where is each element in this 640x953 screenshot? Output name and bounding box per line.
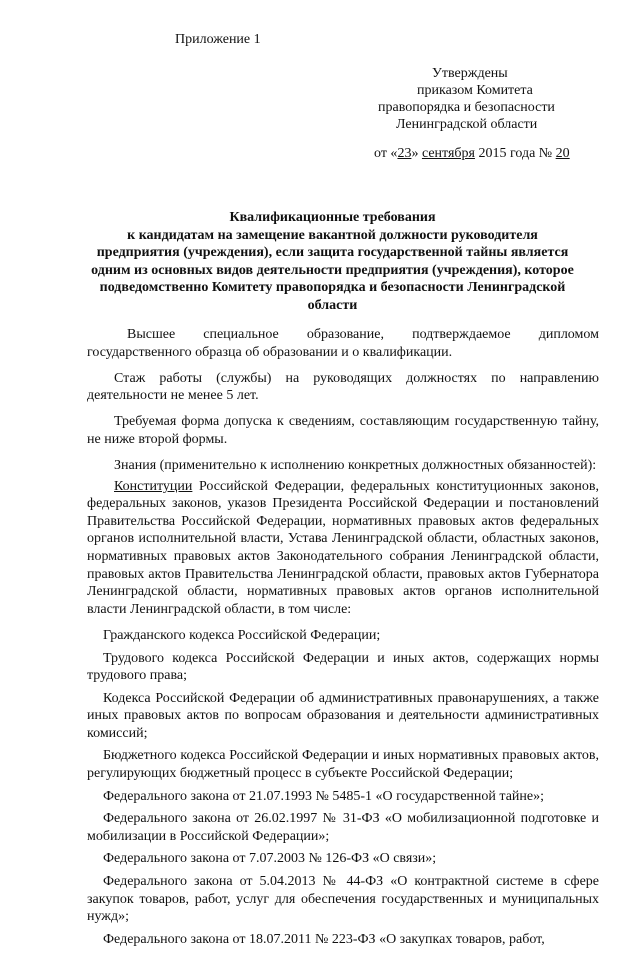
list-item: Федерального закона от 5.04.2013 № 44-ФЗ «О контрактной системе в сфере закупок товаров, работ, услуг для обеспечения государственных и муниципальных нужд»; (87, 874, 599, 925)
education-paragraph: Высшее специальное образование, подтверждаемое дипломом государственного образца об образовании и о квалификации. (87, 327, 599, 360)
knowledge-intro-paragraph: Знания (применительно к исполнению конкретных должностных обязанностей): (114, 458, 597, 474)
approval-line: приказом Комитета (417, 83, 533, 98)
constitution-link: Конституции (114, 478, 193, 494)
approval-line: Утверждены (432, 66, 508, 81)
clearance-paragraph: Требуемая форма допуска к сведениям, составляющим государственную тайну, не ниже второй формы. (87, 414, 599, 447)
list-item: Кодекса Российской Федерации об административных правонарушениях, а также иных правовых актов по вопросам образования и деятельности административных комиссий; (87, 690, 599, 741)
document-title (55, 209, 610, 314)
order-month: сентября (421, 146, 475, 161)
approval-line: Ленинградской области (396, 117, 538, 132)
list-item: Федерального закона от 26.02.1997 № 31-ФЗ «О мобилизационной подготовке и мобилизации в Российской Федерации»; (87, 811, 599, 844)
title-line: предприятия (учреждения), если защита государственной тайны является (96, 245, 569, 260)
list-item: Бюджетного кодекса Российской Федерации и иных нормативных правовых актов, регулирующих бюджетный процесс в субъекте Российской Федерации; (87, 748, 599, 782)
list-item: Гражданского кодекса Российской Федерации; (103, 627, 381, 643)
order-date-line (374, 146, 570, 162)
title-line: подведомственно Комитету правопорядка и безопасности Ленинградской (99, 280, 566, 295)
list-item: Федерального закона от 7.07.2003 № 126-ФЗ «О связи»; (103, 851, 437, 867)
approval-line: правопорядка и безопасности (378, 100, 555, 115)
list-item: Федерального закона от 18.07.2011 № 223-ФЗ «О закупках товаров, работ, (103, 931, 545, 947)
title-line: одним из основных видов деятельности предприятия (учреждения), которое (91, 262, 574, 278)
order-year: 2015 года № (474, 146, 556, 161)
document-body (87, 326, 599, 953)
title-line: Квалификационные требования (229, 210, 436, 225)
approval-block (360, 65, 600, 133)
annex-label: Приложение 1 (175, 32, 261, 47)
order-mid: » (411, 146, 422, 161)
list-item: Федерального закона от 21.07.1993 № 5485-1 «О государственной тайне»; (103, 788, 544, 804)
order-number: 20 (555, 146, 570, 161)
title-line: к кандидатам на замещение вакантной должности руководителя (127, 227, 538, 243)
title-line: области (307, 297, 358, 313)
order-day: 23 (397, 146, 412, 161)
constitution-paragraph (87, 478, 599, 619)
constitution-text: Российской Федерации, федеральных конституционных законов, федеральных законов, указов Президента Российской Федерации и постановлений Правительства Российской Федерации, нормативных правовых актов федеральных органов исполнительной власти, Устава Ленинградской области, областных законов, нормативных правовых актов Законодательного собрания Ленинградской области, правовых актов Правительства Ленинградской области, правовых актов Губернатора Ленинградской области, нормативных правовых актов органов исполнительной власти Ленинградской области, в том числе: (87, 478, 599, 617)
experience-paragraph: Стаж работы (службы) на руководящих должностях по направлению деятельности не менее 5 лет. (87, 370, 599, 404)
order-prefix: от « (374, 146, 398, 161)
list-item: Трудового кодекса Российской Федерации и иных актов, содержащих нормы трудового права; (87, 650, 599, 684)
